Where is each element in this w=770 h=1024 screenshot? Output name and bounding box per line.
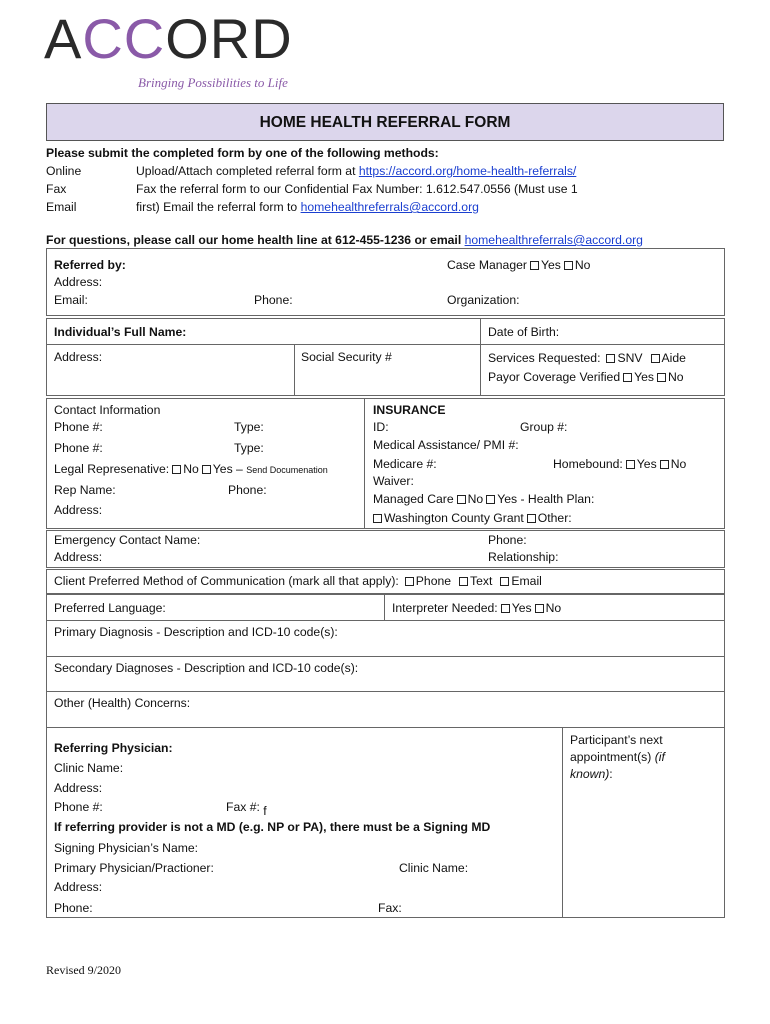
ma-pmi-label: Medical Assistance/ PMI #: <box>373 438 519 452</box>
primary-diagnosis-label: Primary Diagnosis - Description and ICD-10 code(s): <box>54 625 338 639</box>
case-manager-field: Case Manager Yes No <box>447 258 591 272</box>
questions-email-link[interactable]: homehealthreferrals@accord.org <box>464 233 643 247</box>
medicare-label: Medicare #: <box>373 457 437 471</box>
physician-fax2-label: Fax: <box>378 901 402 915</box>
fax-instruction: Fax the referral form to our Confidential Fax Number: 1.612.547.0556 (Must use 1 <box>136 182 578 196</box>
emergency-contact-section <box>46 530 725 568</box>
case-manager-yes-checkbox[interactable] <box>530 261 539 270</box>
insurance-id-label: ID: <box>373 420 389 434</box>
interpreter-cell <box>384 594 725 621</box>
emergency-name-label: Emergency Contact Name: <box>54 533 201 547</box>
managed-care-no-checkbox[interactable] <box>457 495 466 504</box>
other-concerns-cell[interactable] <box>46 691 725 728</box>
form-title: HOME HEALTH REFERRAL FORM <box>46 103 724 141</box>
referred-email-label: Email: <box>54 293 88 307</box>
clinic-name2-label: Clinic Name: <box>399 861 469 875</box>
aide-checkbox[interactable] <box>651 354 660 363</box>
questions-line: For questions, please call our home health line at 612-455-1236 or email homehealthreferrals@accord.org <box>46 233 643 247</box>
homebound-field: Homebound: Yes No <box>553 457 687 471</box>
wcg-checkbox[interactable] <box>373 514 382 523</box>
individual-address-label: Address: <box>54 350 103 364</box>
interpreter-yes-checkbox[interactable] <box>501 604 510 613</box>
waiver-label: Waiver: <box>373 474 414 488</box>
comm-email-checkbox[interactable] <box>500 577 509 586</box>
preferred-language-label: Preferred Language: <box>54 601 166 615</box>
rep-name-label: Rep Name: <box>54 483 116 497</box>
contact-phone2-label: Phone #: <box>54 441 103 455</box>
physician-phone-label: Phone #: <box>54 800 103 814</box>
clinic-name-label: Clinic Name: <box>54 761 124 775</box>
emergency-relationship-label: Relationship: <box>488 550 559 564</box>
other-insurance-checkbox[interactable] <box>527 514 536 523</box>
email-link[interactable]: homehealthreferrals@accord.org <box>300 200 479 214</box>
md-note: If referring provider is not a MD (e.g. NP or PA), there must be a Signing MD <box>54 820 491 834</box>
online-link[interactable]: https://accord.org/home-health-referrals/ <box>358 164 577 178</box>
ssn-cell[interactable] <box>294 344 481 396</box>
individual-address-cell[interactable] <box>46 344 295 396</box>
language-cell[interactable] <box>46 594 385 621</box>
submit-heading: Please submit the completed form by one of the following methods: <box>46 146 439 160</box>
appointment-line1: Participant’s next <box>570 733 663 747</box>
referred-section <box>46 248 725 316</box>
online-label: Online <box>46 164 82 178</box>
full-name-cell[interactable] <box>46 318 481 345</box>
full-name-label: Individual’s Full Name: <box>54 325 187 339</box>
signing-physician-label: Signing Physician’s Name: <box>54 841 199 855</box>
referring-physician-heading: Referring Physician: <box>54 741 173 755</box>
emergency-address-label: Address: <box>54 550 103 564</box>
email-label: Email <box>46 200 77 214</box>
contact-phone1-label: Phone #: <box>54 420 103 434</box>
insurance-section <box>364 398 725 529</box>
referred-address-label: Address: <box>54 275 103 289</box>
payor-no-checkbox[interactable] <box>657 373 666 382</box>
primary-diagnosis-cell[interactable] <box>46 620 725 657</box>
homebound-no-checkbox[interactable] <box>660 460 669 469</box>
accord-logo: ACCORD <box>44 7 293 70</box>
communication-field: Client Preferred Method of Communication (mark all that apply): Phone Text Email <box>54 574 542 588</box>
services-requested: Services Requested: SNV Aide <box>488 351 686 365</box>
online-instruction: Upload/Attach completed referral form at https://accord.org/home-health-referrals/ <box>136 164 577 178</box>
emergency-phone-label: Phone: <box>488 533 527 547</box>
email-instruction: first) Email the referral form to homehealthreferrals@accord.org <box>136 200 479 214</box>
insurance-group-label: Group #: <box>520 420 568 434</box>
revision-date: Revised 9/2020 <box>46 963 121 977</box>
snv-checkbox[interactable] <box>606 354 615 363</box>
managed-care-yes-checkbox[interactable] <box>486 495 495 504</box>
physician-section <box>46 727 563 918</box>
contact-type2-label: Type: <box>234 441 264 455</box>
wcg-field: Washington County Grant Other: <box>370 511 572 525</box>
payor-yes-checkbox[interactable] <box>623 373 632 382</box>
insurance-heading: INSURANCE <box>373 403 446 417</box>
managed-care-field: Managed Care No Yes - Health Plan: <box>373 492 595 506</box>
secondary-diagnosis-cell[interactable] <box>46 656 725 692</box>
interpreter-no-checkbox[interactable] <box>535 604 544 613</box>
appointment-line3: known): <box>570 767 613 781</box>
physician-address-label: Address: <box>54 781 103 795</box>
comm-text-checkbox[interactable] <box>459 577 468 586</box>
fax-label: Fax <box>46 182 67 196</box>
referred-by-label: Referred by: <box>54 258 126 272</box>
secondary-diagnosis-label: Secondary Diagnoses - Description and ICD-10 code(s): <box>54 661 359 675</box>
ssn-label: Social Security # <box>301 350 392 364</box>
physician-fax-label: Fax #: f <box>226 800 267 818</box>
contact-address-label: Address: <box>54 503 103 517</box>
case-manager-no-checkbox[interactable] <box>564 261 573 270</box>
organization-label: Organization: <box>447 293 520 307</box>
rep-phone-label: Phone: <box>228 483 267 497</box>
contact-info-section <box>46 398 365 529</box>
legal-rep-field: Legal Represenative: No Yes – Send Documenation <box>54 462 328 476</box>
services-cell <box>480 344 725 396</box>
next-appointment-cell[interactable] <box>562 727 725 918</box>
primary-physician-label: Primary Physician/Practioner: <box>54 861 214 875</box>
physician-address2-label: Address: <box>54 880 103 894</box>
logo-tagline: Bringing Possibilities to Life <box>138 75 288 90</box>
appointment-line2: appointment(s) (if <box>570 750 665 764</box>
communication-row <box>46 569 725 594</box>
payor-verified: Payor Coverage Verified Yes No <box>488 370 684 384</box>
dob-cell[interactable] <box>480 318 725 345</box>
contact-heading: Contact Information <box>54 403 161 417</box>
comm-phone-checkbox[interactable] <box>405 577 414 586</box>
physician-phone2-label: Phone: <box>54 901 93 915</box>
contact-type1-label: Type: <box>234 420 264 434</box>
referred-phone-label: Phone: <box>254 293 293 307</box>
legal-rep-yes-checkbox[interactable] <box>202 465 211 474</box>
interpreter-field: Interpreter Needed: Yes No <box>392 601 562 615</box>
other-concerns-label: Other (Health) Concerns: <box>54 696 191 710</box>
dob-label: Date of Birth: <box>488 325 560 339</box>
homebound-yes-checkbox[interactable] <box>626 460 635 469</box>
legal-rep-no-checkbox[interactable] <box>172 465 181 474</box>
